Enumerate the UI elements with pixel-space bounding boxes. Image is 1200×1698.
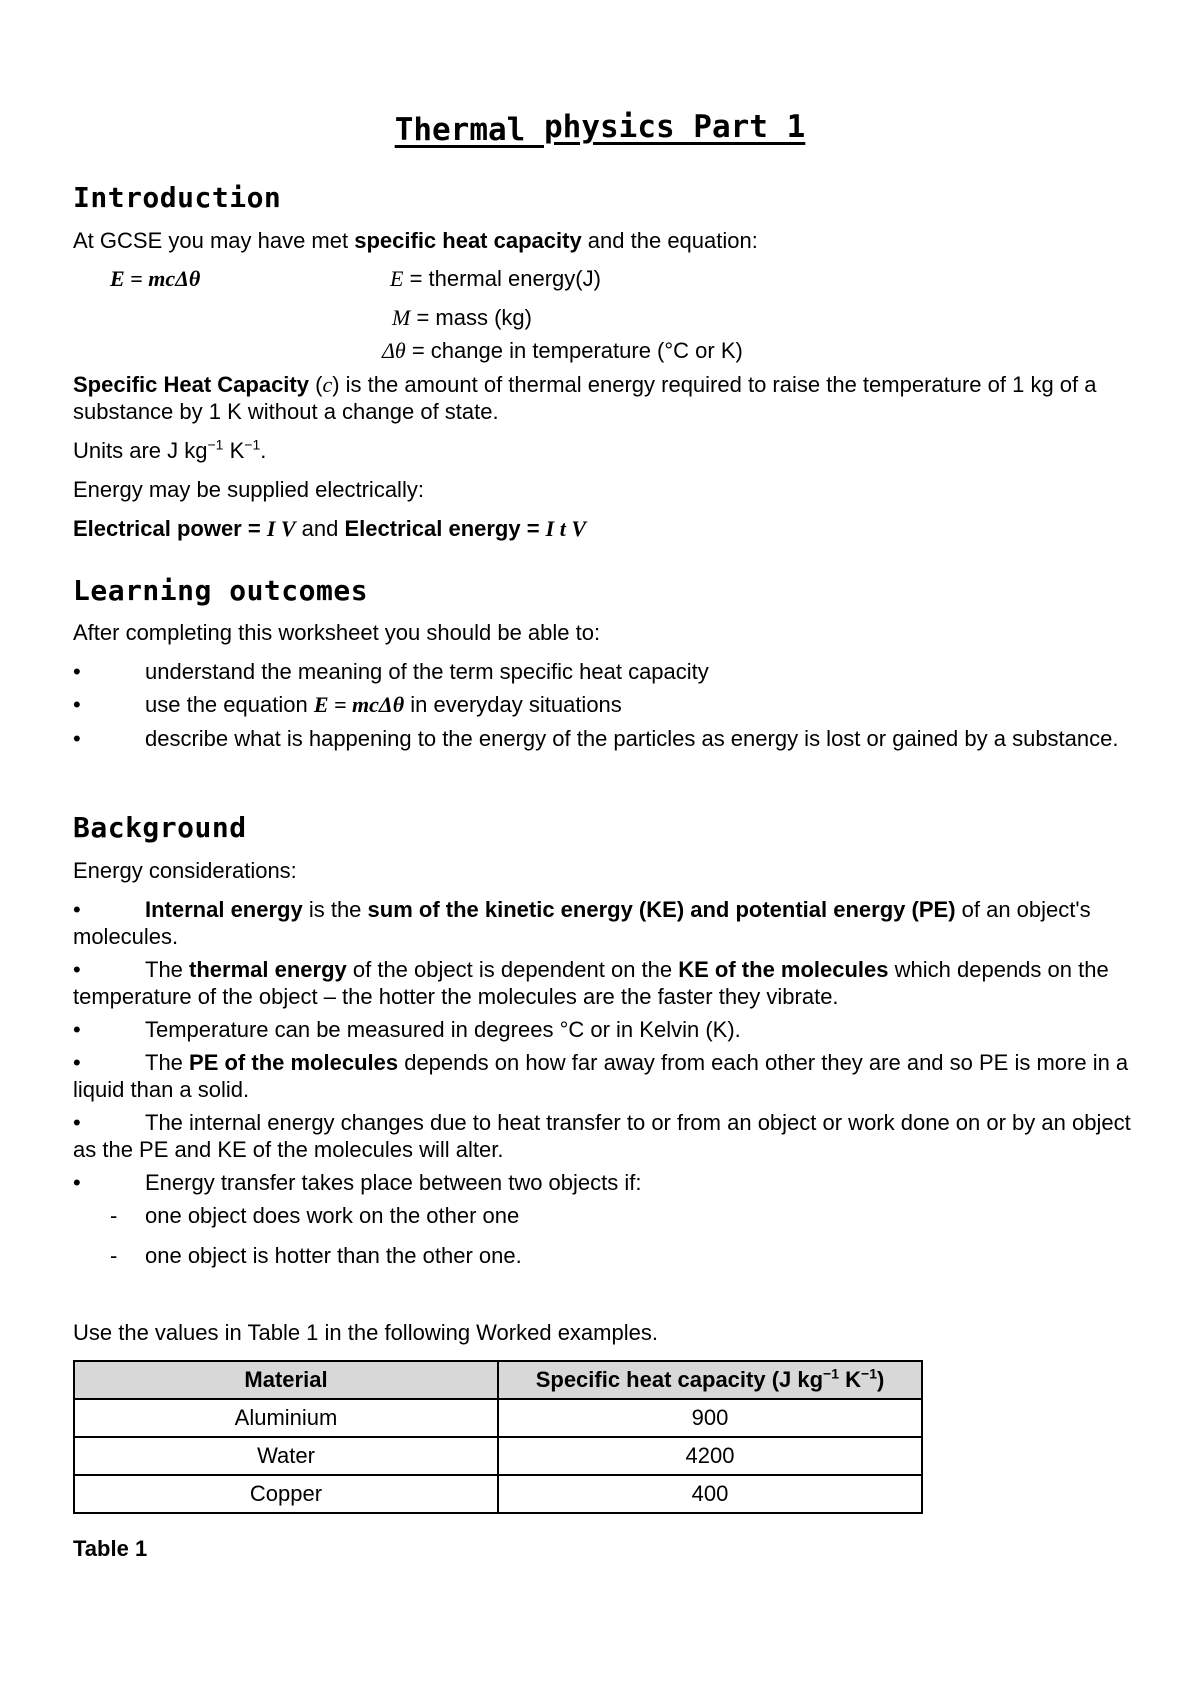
- column-header-shc: [498, 1361, 922, 1399]
- header-close: ): [876, 1367, 885, 1392]
- symbol-c: c: [322, 372, 333, 397]
- title-part-2: physics Part 1: [544, 109, 806, 145]
- outcomes-lead: After completing this worksheet you should be able to:: [73, 620, 601, 645]
- specific-heat-table: [73, 1360, 923, 1514]
- definition-temp-text: = change in temperature (°C or K): [405, 338, 743, 363]
- intro-line-text-end: and the equation:: [581, 228, 758, 253]
- column-header-material: Material: [74, 1361, 498, 1399]
- cell-value: 4200: [498, 1437, 922, 1475]
- background-item: • Energy transfer takes place between two objects if:: [73, 1169, 1143, 1196]
- definition-energy-text: = thermal energy(J): [403, 266, 601, 291]
- header-k: K: [839, 1367, 862, 1392]
- units-period: .: [260, 438, 267, 463]
- background-item: [73, 956, 1143, 1010]
- outcome-text-end: in everyday situations: [404, 692, 622, 717]
- outcome-item: [145, 692, 622, 718]
- ke-molecules-term: KE of the molecules: [678, 957, 889, 982]
- shc-text: ) is the amount of thermal energy required to raise the temperature of 1 kg of a substance by 1 K without a change of state.: [73, 372, 1097, 424]
- internal-energy-term: Internal energy: [145, 897, 303, 922]
- energy-label: Electrical energy =: [344, 516, 546, 541]
- sub-item: one object does work on the other one: [145, 1203, 520, 1228]
- table-header-row: [74, 1361, 922, 1399]
- item-text-end: depends on how far away from each other they are and so PE is more in a liquid than a solid.: [73, 1050, 1129, 1102]
- cell-material: Aluminium: [74, 1399, 498, 1437]
- intro-line-bold: specific heat capacity: [354, 228, 582, 253]
- units-k: K: [223, 438, 245, 463]
- header-exp-1: −1: [823, 1365, 840, 1382]
- background-item: [73, 1049, 1143, 1103]
- dash-icon: -: [110, 1203, 118, 1228]
- shc-definition: [73, 371, 1143, 425]
- background-lead: Energy considerations:: [73, 858, 297, 883]
- power-formula: I V: [266, 516, 296, 541]
- intro-line-text: At GCSE you may have met: [73, 228, 355, 253]
- background-heading: Background: [73, 811, 247, 844]
- sub-item: one object is hotter than the other one.: [145, 1243, 522, 1268]
- header-text: Specific heat capacity (J kg: [535, 1367, 824, 1392]
- cell-material: Copper: [74, 1475, 498, 1513]
- cell-value: 900: [498, 1399, 922, 1437]
- shc-term: Specific Heat Capacity: [73, 372, 309, 397]
- outcome-text: use the equation: [145, 692, 314, 717]
- outcome-item: • describe what is happening to the energy of the particles as energy is lost or gained by a substance.: [73, 725, 1143, 752]
- background-item: • The internal energy changes due to heat transfer to or from an object or work done on or by an object as the PE and KE of the molecules will alter.: [73, 1109, 1143, 1163]
- definition-energy: [390, 266, 601, 292]
- header-exp-2: −1: [861, 1365, 877, 1382]
- units-exp-2: −1: [244, 436, 261, 453]
- item-text: is the: [302, 897, 368, 922]
- definition-mass-text: = mass (kg): [410, 305, 532, 330]
- sum-energy-term: sum of the kinetic energy (KE) and potential energy (PE): [367, 897, 956, 922]
- and-text: and: [295, 516, 345, 541]
- background-item: [73, 896, 1143, 950]
- electrical-supply-line: Energy may be supplied electrically:: [73, 477, 424, 502]
- shc-open: (: [308, 372, 323, 397]
- learning-outcomes-heading: Learning outcomes: [73, 574, 369, 607]
- item-text-mid: of the object is dependent on the: [346, 957, 679, 982]
- introduction-heading: Introduction: [73, 181, 282, 214]
- definition-temp-change: [382, 338, 743, 364]
- units-line: [73, 438, 266, 464]
- pe-molecules-term: PE of the molecules: [189, 1050, 399, 1075]
- page-title: [0, 109, 1200, 148]
- item-text-end: which depends on the temperature of the object – the hotter the molecules are the faster they vibrate.: [73, 957, 1109, 1009]
- units-exp-1: −1: [207, 436, 224, 453]
- units-text: Units are J kg: [73, 438, 208, 463]
- outcome-equation: E = mcΔθ: [313, 692, 405, 717]
- cell-value: 400: [498, 1475, 922, 1513]
- thermal-energy-term: thermal energy: [189, 957, 347, 982]
- energy-formula: I t V: [545, 516, 587, 541]
- equation-main: E = mcΔθ: [110, 266, 201, 291]
- table-row: [74, 1399, 922, 1437]
- bullet-icon: •: [73, 659, 81, 684]
- table-caption: Table 1: [73, 1536, 148, 1561]
- outcome-item: understand the meaning of the term specific heat capacity: [145, 659, 709, 684]
- cell-material: Water: [74, 1437, 498, 1475]
- intro-line: [73, 228, 758, 254]
- symbol-delta-theta: Δθ: [382, 338, 406, 363]
- definition-mass: [392, 305, 532, 331]
- item-text: The: [145, 1050, 190, 1075]
- symbol-m: M: [392, 305, 411, 330]
- symbol-e: E: [390, 266, 404, 291]
- item-text: The: [145, 957, 190, 982]
- item-text-end: of an object's molecules.: [73, 897, 1091, 949]
- dash-icon: -: [110, 1243, 118, 1268]
- electrical-formulas: [73, 516, 586, 542]
- power-label: Electrical power =: [73, 516, 267, 541]
- title-part-1: Thermal: [394, 112, 544, 148]
- background-item: • Temperature can be measured in degrees °C or in Kelvin (K).: [73, 1016, 1143, 1043]
- bullet-icon: •: [73, 692, 81, 717]
- table-row: [74, 1437, 922, 1475]
- table-intro: Use the values in Table 1 in the following Worked examples.: [73, 1320, 658, 1345]
- table-row: [74, 1475, 922, 1513]
